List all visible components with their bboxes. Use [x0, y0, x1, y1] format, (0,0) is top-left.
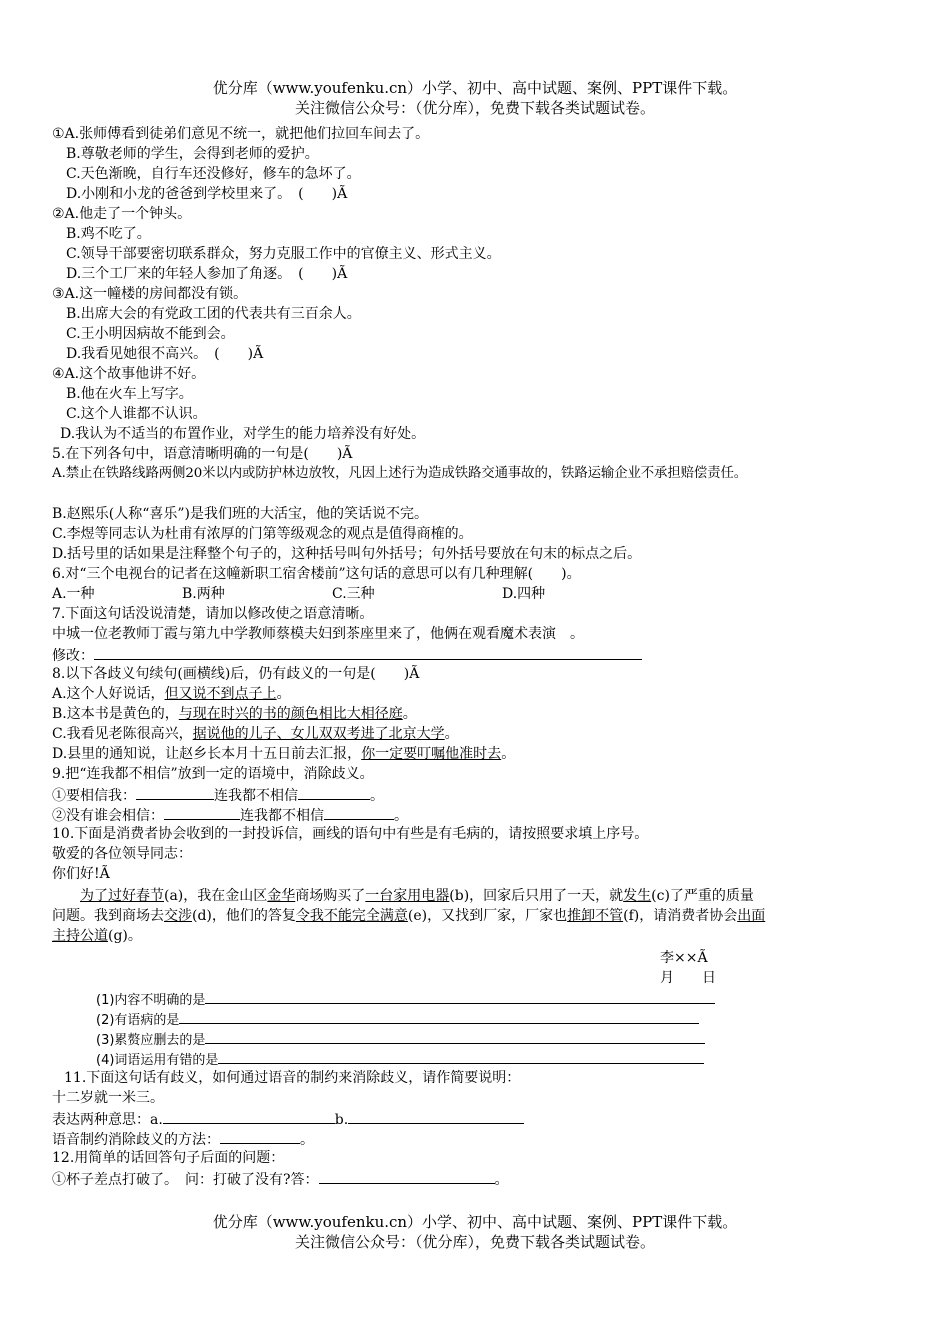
q4-g1-option-a: ①A.张师傅看到徒弟们意见不统一，就把他们拉回车间去了。: [52, 126, 430, 142]
q4-g3-option-a: ③A.这一幢楼的房间都没有锁。: [52, 286, 248, 302]
q10-phrase-e: 令我不能完全满意: [295, 908, 408, 924]
q8-stem: 8.以下各歧义句续句(画横线)后，仍有歧义的一句是( )Ã: [52, 666, 420, 682]
q10-signature: 李××Ã: [660, 950, 708, 966]
q10-salutation: 敬爱的各位领导同志：: [52, 846, 192, 862]
q10-sub-1-blank[interactable]: [205, 988, 715, 1004]
q10-text: (a)，我在金山区: [164, 888, 268, 904]
q9-l1-blank-1[interactable]: [136, 784, 214, 800]
q7-fix-line: [52, 644, 910, 664]
q9-l1-label: ①要相信我：: [52, 788, 136, 804]
q10-body-line-3: [52, 926, 910, 946]
q6-stem: 6.对“三个电视台的记者在这幢新职工宿舍楼前”这句话的意思可以有几种理解( )。: [52, 566, 581, 582]
q4-g4-option-a: ④A.这个故事他讲不好。: [52, 366, 206, 382]
q10-text: (g)。: [108, 928, 142, 944]
q4-g4-option-d: D.我认为不适当的布置作业，对学生的能力培养没有好处。: [60, 426, 426, 442]
q10-phrase-g-start: 出面: [737, 908, 766, 924]
q8-b-underlined: 与现在时兴的书的颜色相比大相径庭: [178, 706, 403, 722]
q10-text: 商场购买了: [295, 888, 366, 904]
q9-l2-label: ②没有谁会相信：: [52, 808, 164, 824]
q8-d-underlined: 你一定要叮嘱他准时去: [361, 746, 502, 762]
q10-sub-4-blank[interactable]: [218, 1048, 704, 1064]
q4-g2-option-c: C.领导干部要密切联系群众，努力克服工作中的官僚主义、形式主义。: [66, 246, 501, 262]
q9-l1-blank-2[interactable]: [298, 784, 370, 800]
page-header-line-1: 优分库（www.youfenku.cn）小学、初中、高中试题、案例、PPT课件下载。: [212, 79, 738, 97]
q10-phrase-b: 一台家用电器: [365, 888, 450, 904]
q4-g3-option-b: B.出席大会的有党政工团的代表共有三百余人。: [66, 306, 361, 322]
q10-text: 问题。我到商场去: [52, 908, 164, 924]
q10-phrase-d: 交涉: [164, 908, 192, 924]
q10-sub-3-blank[interactable]: [205, 1028, 705, 1044]
q10-phrase-jinhua: 金华: [267, 888, 296, 904]
q12-line-1: [52, 1168, 910, 1188]
q8-c-underlined: 据说他的儿子、女儿双双考进了北京大学: [192, 726, 445, 742]
q4-g1-option-c: C.天色渐晚，自行车还没修好，修车的急坏了。: [66, 166, 361, 182]
q6-option-c: C.三种: [332, 586, 375, 602]
q10-sub-2: [96, 1008, 910, 1028]
q7-stem: 7.下面这句话没说清楚，请加以修改使之语意清晰。: [52, 606, 374, 622]
q10-phrase-g: 主持公道: [52, 928, 108, 944]
q10-text: (c)了严重的质量: [651, 888, 754, 904]
page-header-line-2: 关注微信公众号：（优分库），免费下载各类试题试卷。: [294, 99, 655, 117]
q8-b-end: 。: [402, 706, 417, 722]
q12-l1-text: ①杯子差点打破了。 问：打破了没有?答：: [52, 1172, 319, 1188]
q11-meaning-b-label: b.: [334, 1112, 349, 1128]
q8-d-text: D.县里的通知说，让赵乡长本月十五日前去汇报，: [52, 746, 362, 762]
q10-sub-1-label: (1)内容不明确的是: [96, 993, 206, 1008]
q10-sub-3-label: (3)累赘应删去的是: [96, 1033, 206, 1048]
q12-stem: 12.用简单的话回答句子后面的问题：: [52, 1150, 285, 1166]
q10-sub-3: [96, 1028, 910, 1048]
q8-a-text: A.这个人好说话，: [52, 686, 165, 702]
q10-phrase-a: 为了过好春节: [80, 888, 164, 904]
q9-l2-end: 。: [394, 808, 408, 824]
page-footer-line-2: 关注微信公众号：（优分库），免费下载各类试题试卷。: [294, 1233, 655, 1251]
q12-l1-blank[interactable]: [319, 1168, 495, 1184]
q4-g2-option-a: ②A.他走了一个钟头。: [52, 206, 192, 222]
q4-g2-option-d: D.三个工厂来的年轻人参加了角逐。 ( )Ã: [66, 266, 348, 282]
q5-option-c: C.李煜等同志认为杜甫有浓厚的门第等级观念的观点是值得商榷的。: [52, 526, 473, 542]
q10-phrase-f: 推卸不管: [567, 908, 624, 924]
q4-g3-option-c: C.王小明因病故不能到会。: [66, 326, 235, 342]
q9-line-2: [52, 804, 910, 824]
q11-stem: 11.下面这句话有歧义，如何通过语音的制约来消除歧义，请作简要说明：: [64, 1070, 521, 1086]
q4-g3-option-d: D.我看见她很不高兴。 ( )Ã: [66, 346, 264, 362]
q4-g4-option-b: B.他在火车上写字。: [66, 386, 193, 402]
q8-d-end: 。: [501, 746, 516, 762]
q4-g1-option-b: B.尊敬老师的学生，会得到老师的爱护。: [66, 146, 319, 162]
q8-option-c: [52, 724, 910, 744]
q8-a-end: 。: [276, 686, 291, 702]
q11-method-blank[interactable]: [220, 1128, 300, 1144]
q11-method-end: 。: [300, 1132, 314, 1148]
q11-meanings: [52, 1108, 910, 1128]
q5-option-a: A.禁止在铁路线路两侧20米以内或防护林边放牧，凡因上述行为造成铁路交通事故的，铁路运输企业不承担赔偿责任。: [52, 466, 748, 481]
q10-body-line-1: [80, 886, 910, 906]
q8-option-d: [52, 744, 910, 764]
q5-option-d: D.括号里的话如果是注释整个句子的，这种括号叫句外括号；句外括号要放在句末的标点之后。: [52, 546, 642, 562]
q6-option-d: D.四种: [502, 586, 546, 602]
q11-meaning-b-blank[interactable]: [348, 1108, 524, 1124]
q8-option-b: [52, 704, 910, 724]
q7-fix-blank[interactable]: [94, 644, 642, 660]
q9-l1-phrase: 连我都不相信: [214, 788, 298, 804]
q11-meaning-a-blank[interactable]: [163, 1108, 335, 1124]
q10-phrase-c: 发生: [623, 888, 652, 904]
q11-meaning-a-label: 表达两种意思：a.: [52, 1112, 163, 1128]
q9-l2-blank-2[interactable]: [324, 804, 394, 820]
q10-sub-2-blank[interactable]: [179, 1008, 699, 1024]
q6-option-a: A.一种: [52, 586, 95, 602]
q10-sub-2-label: (2)有语病的是: [96, 1013, 180, 1028]
q9-l1-end: 。: [370, 788, 384, 804]
q5-stem: 5.在下列各句中，语意清晰明确的一句是( )Ã: [52, 446, 353, 462]
q11-method: [52, 1128, 910, 1148]
q8-c-text: C.我看见老陈很高兴，: [52, 726, 193, 742]
q4-g1-option-d: D.小刚和小龙的爸爸到学校里来了。 ( )Ã: [66, 186, 348, 202]
q10-text: (d)，他们的答复: [192, 908, 296, 924]
q11-sentence: 十二岁就一米三。: [52, 1090, 164, 1106]
q8-b-text: B.这本书是黄色的，: [52, 706, 179, 722]
q4-g2-option-b: B.鸡不吃了。: [66, 226, 151, 242]
q8-a-underlined: 但又说不到点子上: [164, 686, 277, 702]
q10-sub-1: [96, 988, 910, 1008]
q10-stem: 10.下面是消费者协会收到的一封投诉信，画线的语句中有些是有毛病的，请按照要求填上序号。: [52, 826, 649, 842]
q10-date: 月 日: [660, 970, 716, 986]
q10-greeting: 你们好!Ã: [52, 866, 110, 882]
q10-text: (e)，又找到厂家，厂家也: [407, 908, 568, 924]
q10-sub-4-label: (4)词语运用有错的是: [96, 1053, 219, 1068]
q7-fix-label: 修改：: [52, 648, 94, 664]
q9-stem: 9.把“连我都不相信”放到一定的语境中，消除歧义。: [52, 766, 374, 782]
q10-text: (f)，请消费者协会: [623, 908, 738, 924]
q10-text: (b)，回家后只用了一天，就: [449, 888, 624, 904]
q10-body-line-2: [52, 906, 910, 926]
q12-l1-end: 。: [494, 1172, 509, 1188]
q9-l2-phrase: 连我都不相信: [240, 808, 324, 824]
q4-g4-option-c: C.这个人谁都不认识。: [66, 406, 207, 422]
q8-option-a: [52, 684, 910, 704]
q9-l2-blank-1[interactable]: [164, 804, 240, 820]
q10-sub-4: [96, 1048, 910, 1068]
q6-option-b: B.两种: [182, 586, 225, 602]
q8-c-end: 。: [444, 726, 459, 742]
q9-line-1: [52, 784, 910, 804]
q5-option-b: B.赵熙乐(人称“喜乐”)是我们班的大活宝，他的笑话说不完。: [52, 506, 428, 522]
q11-method-label: 语音制约消除歧义的方法：: [52, 1132, 220, 1148]
q7-sentence: 中城一位老教师丁霞与第九中学教师蔡模夫妇到茶座里来了，他俩在观看魔术表演 。: [52, 626, 584, 642]
page-footer-line-1: 优分库（www.youfenku.cn）小学、初中、高中试题、案例、PPT课件下载。: [212, 1213, 738, 1231]
